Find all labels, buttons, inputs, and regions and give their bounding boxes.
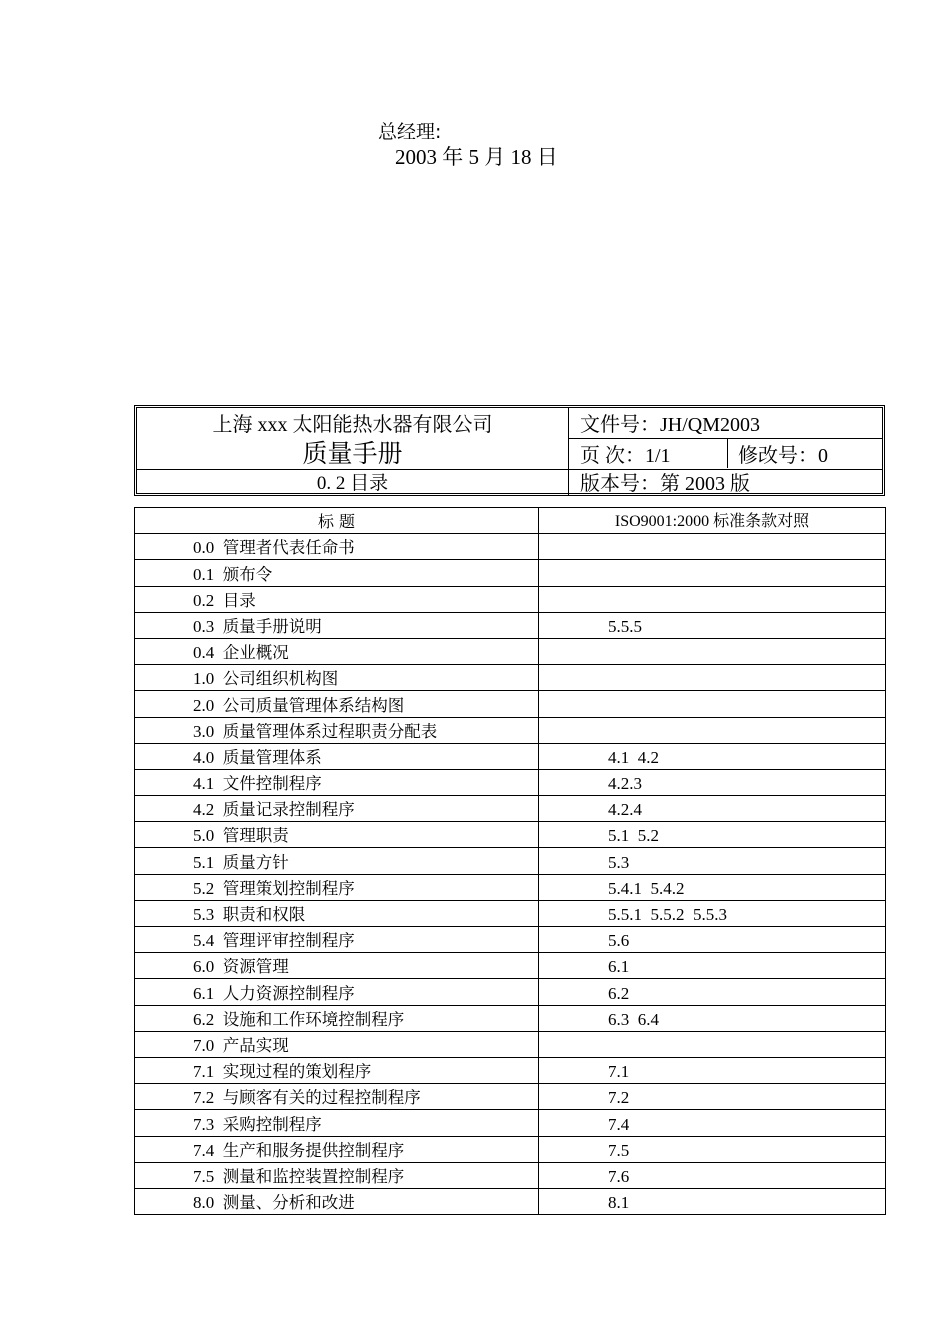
toc-entry-text: 测量、分析和改进	[222, 1193, 355, 1213]
toc-entry-title	[135, 1162, 539, 1188]
document-number: 文件号：JH/QM2003	[580, 414, 761, 436]
toc-entry-text: 公司组织机构图	[222, 669, 339, 689]
toc-entry-number: 5.4	[193, 931, 215, 951]
toc-entry-iso	[539, 717, 886, 743]
toc-entry-text: 生产和服务提供控制程序	[222, 1140, 405, 1160]
signature-date: 2003 年 5 月 18 日	[395, 145, 558, 169]
toc-entry-iso: 4.2.3	[539, 769, 886, 795]
section-title: 0. 2 目录	[137, 469, 568, 495]
toc-entry-title	[135, 900, 539, 926]
toc-entry-text: 质量方针	[222, 852, 289, 872]
toc-entry-iso	[539, 691, 886, 717]
toc-entry-title	[135, 1005, 539, 1031]
toc-entry-number: 7.4	[193, 1140, 215, 1160]
table-row	[135, 769, 886, 795]
toc-entry-number: 7.2	[193, 1088, 215, 1108]
toc-entry-title	[135, 848, 539, 874]
table-row	[135, 691, 886, 717]
table-row	[135, 822, 886, 848]
toc-entry-title	[135, 1084, 539, 1110]
toc-entry-text: 企业概况	[222, 643, 289, 663]
general-manager-label: 总经理:	[378, 121, 442, 143]
toc-entry-text: 测量和监控装置控制程序	[222, 1166, 405, 1186]
toc-entry-number: 4.0	[193, 747, 215, 767]
toc-entry-title	[135, 665, 539, 691]
table-row	[135, 1084, 886, 1110]
toc-entry-title	[135, 560, 539, 586]
table-row	[135, 1057, 886, 1083]
toc-entry-title	[135, 1188, 539, 1214]
toc-entry-iso	[539, 586, 886, 612]
toc-entry-text: 采购控制程序	[222, 1114, 322, 1134]
toc-entry-title	[135, 874, 539, 900]
toc-iso-header: ISO9001:2000 标准条款对照	[539, 508, 886, 534]
toc-entry-title	[135, 743, 539, 769]
toc-entry-number: 3.0	[193, 721, 215, 741]
table-row	[135, 979, 886, 1005]
table-row	[135, 665, 886, 691]
toc-entry-iso	[539, 638, 886, 664]
toc-entry-number: 7.0	[193, 1035, 215, 1055]
toc-entry-text: 资源管理	[222, 957, 289, 977]
toc-entry-title	[135, 1136, 539, 1162]
toc-entry-iso: 5.3	[539, 848, 886, 874]
toc-entry-iso: 7.4	[539, 1110, 886, 1136]
toc-entry-iso: 6.1	[539, 953, 886, 979]
table-row	[135, 796, 886, 822]
toc-entry-number: 8.0	[193, 1193, 215, 1213]
toc-entry-iso: 5.5.5	[539, 612, 886, 638]
toc-entry-title	[135, 822, 539, 848]
table-row	[135, 1136, 886, 1162]
table-row	[135, 1162, 886, 1188]
toc-entry-text: 质量手册说明	[222, 616, 322, 636]
toc-entry-iso	[539, 1031, 886, 1057]
table-row	[135, 586, 886, 612]
table-row	[135, 848, 886, 874]
table-row	[135, 900, 886, 926]
table-row	[135, 560, 886, 586]
toc-entry-iso: 4.2.4	[539, 796, 886, 822]
toc-entry-number: 0.2	[193, 590, 215, 610]
toc-body	[135, 534, 886, 1215]
toc-entry-iso: 7.5	[539, 1136, 886, 1162]
table-row	[135, 1031, 886, 1057]
toc-entry-text: 管理职责	[222, 826, 289, 846]
toc-entry-text: 质量管理体系	[222, 747, 322, 767]
toc-entry-number: 5.0	[193, 826, 215, 846]
toc-header-row	[135, 508, 886, 534]
toc-title-header: 标 题	[135, 508, 539, 534]
table-row	[135, 1188, 886, 1214]
table-row	[135, 927, 886, 953]
toc-entry-iso: 5.5.1 5.5.2 5.5.3	[539, 900, 886, 926]
toc-entry-iso: 8.1	[539, 1188, 886, 1214]
toc-entry-title	[135, 1110, 539, 1136]
toc-entry-iso: 6.3 6.4	[539, 1005, 886, 1031]
table-row	[135, 717, 886, 743]
toc-entry-number: 0.0	[193, 538, 215, 558]
toc-entry-iso: 4.1 4.2	[539, 743, 886, 769]
toc-entry-iso: 6.2	[539, 979, 886, 1005]
toc-entry-title	[135, 717, 539, 743]
toc-entry-text: 管理评审控制程序	[222, 931, 355, 951]
toc-entry-text: 实现过程的策划程序	[222, 1062, 372, 1082]
toc-entry-title	[135, 534, 539, 560]
toc-entry-number: 6.1	[193, 983, 215, 1003]
toc-entry-iso	[539, 665, 886, 691]
toc-entry-iso: 7.6	[539, 1162, 886, 1188]
toc-entry-title	[135, 979, 539, 1005]
toc-entry-number: 4.1	[193, 774, 215, 794]
toc-entry-number: 2.0	[193, 695, 215, 715]
toc-entry-number: 0.3	[193, 616, 215, 636]
toc-entry-text: 管理策划控制程序	[222, 878, 355, 898]
toc-entry-title	[135, 927, 539, 953]
table-row	[135, 953, 886, 979]
table-row	[135, 638, 886, 664]
toc-entry-number: 5.3	[193, 905, 215, 924]
toc-entry-iso: 7.1	[539, 1057, 886, 1083]
toc-entry-iso: 7.2	[539, 1084, 886, 1110]
toc-entry-number: 5.1	[193, 852, 215, 872]
toc-entry-iso	[539, 560, 886, 586]
toc-entry-title	[135, 691, 539, 717]
toc-entry-text: 职责和权限	[222, 905, 306, 924]
toc-entry-number: 6.0	[193, 957, 215, 977]
toc-entry-text: 颁布令	[222, 564, 273, 584]
toc-entry-text: 文件控制程序	[222, 774, 322, 794]
revision-number: 修改号：0	[727, 438, 882, 468]
toc-entry-number: 7.5	[193, 1166, 215, 1186]
toc-entry-title	[135, 612, 539, 638]
toc-entry-iso: 5.4.1 5.4.2	[539, 874, 886, 900]
company-name: 上海 xxx 太阳能热水器有限公司	[212, 414, 493, 436]
toc-entry-title	[135, 586, 539, 612]
page-number: 页 次：1/1	[569, 438, 727, 468]
toc-entry-text: 与顾客有关的过程控制程序	[222, 1088, 421, 1108]
table-row	[135, 1005, 886, 1031]
toc-entry-text: 设施和工作环境控制程序	[222, 1009, 405, 1029]
toc-entry-title	[135, 1057, 539, 1083]
toc-entry-number: 0.4	[193, 643, 215, 663]
toc-entry-iso: 5.1 5.2	[539, 822, 886, 848]
toc-entry-number: 0.1	[193, 564, 215, 584]
toc-entry-iso: 5.6	[539, 927, 886, 953]
table-row	[135, 612, 886, 638]
toc-entry-text: 管理者代表任命书	[222, 538, 355, 558]
manual-title: 质量手册	[302, 439, 403, 468]
table-row	[135, 743, 886, 769]
toc-entry-title	[135, 953, 539, 979]
table-row	[135, 874, 886, 900]
toc-entry-number: 6.2	[193, 1009, 215, 1029]
toc-entry-iso	[539, 534, 886, 560]
toc-entry-text: 公司质量管理体系结构图	[222, 695, 405, 715]
toc-entry-title	[135, 769, 539, 795]
toc-entry-title	[135, 796, 539, 822]
toc-entry-text: 质量管理体系过程职责分配表	[222, 721, 438, 741]
toc-entry-number: 1.0	[193, 669, 215, 689]
table-row	[135, 534, 886, 560]
toc-entry-title	[135, 638, 539, 664]
version-number: 版本号：第 2003 版	[569, 469, 882, 495]
toc-entry-text: 人力资源控制程序	[222, 983, 355, 1003]
toc-entry-number: 5.2	[193, 878, 215, 898]
table-of-contents	[134, 507, 886, 1215]
toc-entry-title	[135, 1031, 539, 1057]
toc-entry-text: 产品实现	[222, 1035, 289, 1055]
toc-entry-number: 7.3	[193, 1114, 215, 1134]
toc-entry-number: 7.1	[193, 1062, 215, 1082]
document-header	[134, 405, 885, 496]
toc-entry-text: 目录	[222, 590, 256, 610]
table-row	[135, 1110, 886, 1136]
toc-entry-text: 质量记录控制程序	[222, 800, 355, 820]
toc-entry-number: 4.2	[193, 800, 215, 820]
